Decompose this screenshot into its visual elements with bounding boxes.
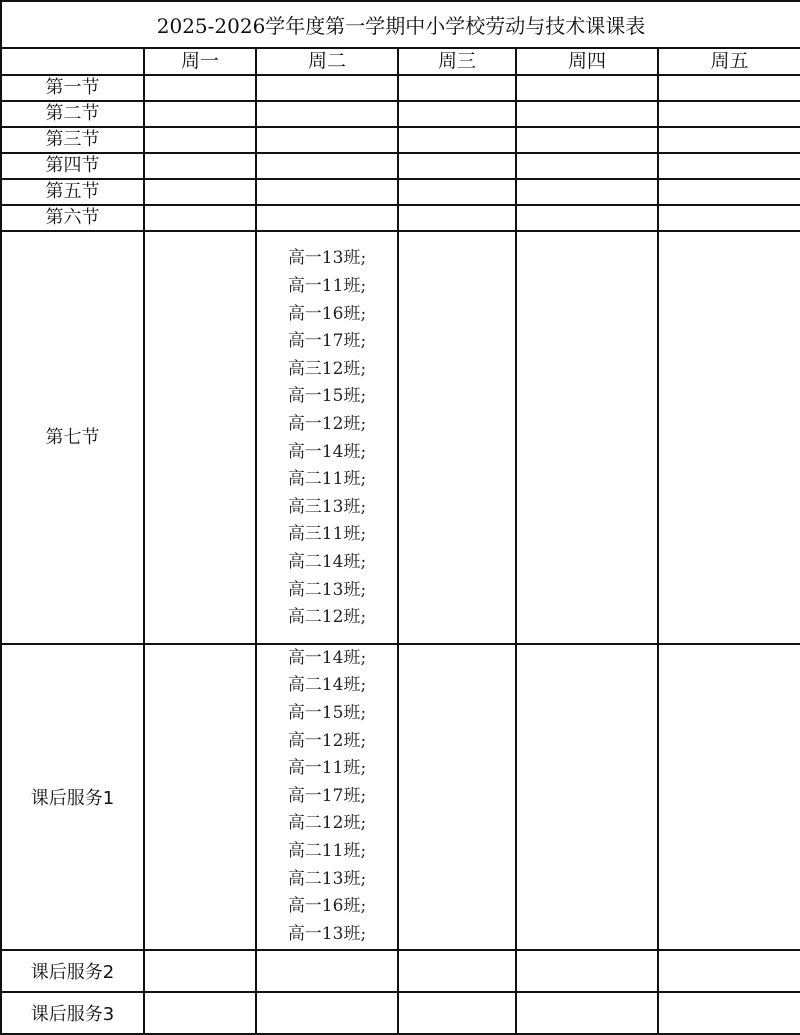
header-wednesday: 周三 (398, 48, 516, 75)
cell (144, 153, 256, 179)
class-item: 高一13班; (287, 248, 367, 269)
period-label: 第四节 (1, 153, 144, 179)
class-item: 高二13班; (287, 579, 367, 600)
cell (516, 153, 658, 179)
class-item: 高一15班; (287, 386, 367, 407)
cell (658, 153, 800, 179)
class-item: 高一11班; (287, 758, 367, 779)
cell (398, 644, 516, 950)
cell (658, 75, 800, 101)
table-row-service3 (1, 992, 800, 1034)
header-corner (1, 48, 144, 75)
class-item: 高三13班; (287, 496, 367, 517)
table-row-service1 (1, 644, 800, 950)
class-item: 高三11班; (287, 524, 367, 545)
cell (658, 179, 800, 205)
service-label: 课后服务3 (1, 992, 144, 1034)
table-title: 2025-2026学年度第一学期中小学校劳动与技术课课表 (1, 1, 800, 48)
cell (398, 231, 516, 644)
cell (516, 950, 658, 992)
cell (398, 101, 516, 127)
cell (144, 127, 256, 153)
table-row-service2 (1, 950, 800, 992)
cell (256, 75, 398, 101)
header-tuesday: 周二 (256, 48, 398, 75)
table-row (1, 179, 800, 205)
cell (398, 127, 516, 153)
header-friday: 周五 (658, 48, 800, 75)
table-row (1, 75, 800, 101)
table-row (1, 101, 800, 127)
period-label: 第三节 (1, 127, 144, 153)
cell (516, 101, 658, 127)
class-item: 高一16班; (287, 896, 367, 917)
class-item: 高二13班; (287, 868, 367, 889)
cell (658, 101, 800, 127)
table-row (1, 153, 800, 179)
cell (516, 231, 658, 644)
period-label: 第二节 (1, 101, 144, 127)
cell (516, 205, 658, 231)
cell (144, 992, 256, 1034)
class-item: 高二12班; (287, 813, 367, 834)
cell (516, 179, 658, 205)
period-label: 第七节 (1, 231, 144, 644)
cell (144, 101, 256, 127)
cell (256, 950, 398, 992)
class-list (257, 243, 397, 631)
class-item: 高一13班; (287, 923, 367, 944)
class-item: 高二12班; (287, 607, 367, 628)
cell (398, 75, 516, 101)
tuesday-period7-cell (256, 231, 398, 644)
cell (256, 179, 398, 205)
cell (144, 231, 256, 644)
class-item: 高一12班; (287, 413, 367, 434)
header-row (1, 48, 800, 75)
class-item: 高一17班; (287, 331, 367, 352)
cell (398, 179, 516, 205)
header-thursday: 周四 (516, 48, 658, 75)
class-item: 高二14班; (287, 675, 367, 696)
period-label: 第五节 (1, 179, 144, 205)
service-label: 课后服务1 (1, 644, 144, 950)
class-item: 高一17班; (287, 785, 367, 806)
class-item: 高一15班; (287, 703, 367, 724)
cell (398, 205, 516, 231)
header-monday: 周一 (144, 48, 256, 75)
table-row (1, 205, 800, 231)
class-item: 高一11班; (287, 276, 367, 296)
cell (658, 950, 800, 992)
class-item: 高二14班; (287, 551, 367, 572)
cell (658, 231, 800, 644)
cell (256, 205, 398, 231)
cell (256, 101, 398, 127)
cell (658, 205, 800, 231)
class-item: 高一14班; (287, 441, 367, 462)
table-row (1, 127, 800, 153)
cell (144, 179, 256, 205)
cell (256, 153, 398, 179)
cell (144, 644, 256, 950)
table-row-period7 (1, 231, 800, 644)
cell (516, 992, 658, 1034)
cell (144, 205, 256, 231)
class-item: 高二11班; (287, 469, 367, 490)
class-item: 高三12班; (287, 358, 367, 379)
cell (256, 992, 398, 1034)
cell (658, 127, 800, 153)
cell (144, 950, 256, 992)
cell (516, 127, 658, 153)
cell (144, 75, 256, 101)
class-list (257, 645, 397, 949)
cell (658, 992, 800, 1034)
period-label: 第一节 (1, 75, 144, 101)
cell (658, 644, 800, 950)
class-item: 高一14班; (287, 647, 367, 668)
cell (516, 75, 658, 101)
tuesday-service1-cell (256, 644, 398, 950)
service-label: 课后服务2 (1, 950, 144, 992)
cell (398, 153, 516, 179)
cell (256, 127, 398, 153)
cell (516, 644, 658, 950)
cell (398, 992, 516, 1034)
cell (398, 950, 516, 992)
class-item: 高一12班; (287, 730, 367, 751)
period-label: 第六节 (1, 205, 144, 231)
class-item: 高一16班; (287, 303, 367, 324)
class-item: 高二11班; (287, 841, 367, 862)
